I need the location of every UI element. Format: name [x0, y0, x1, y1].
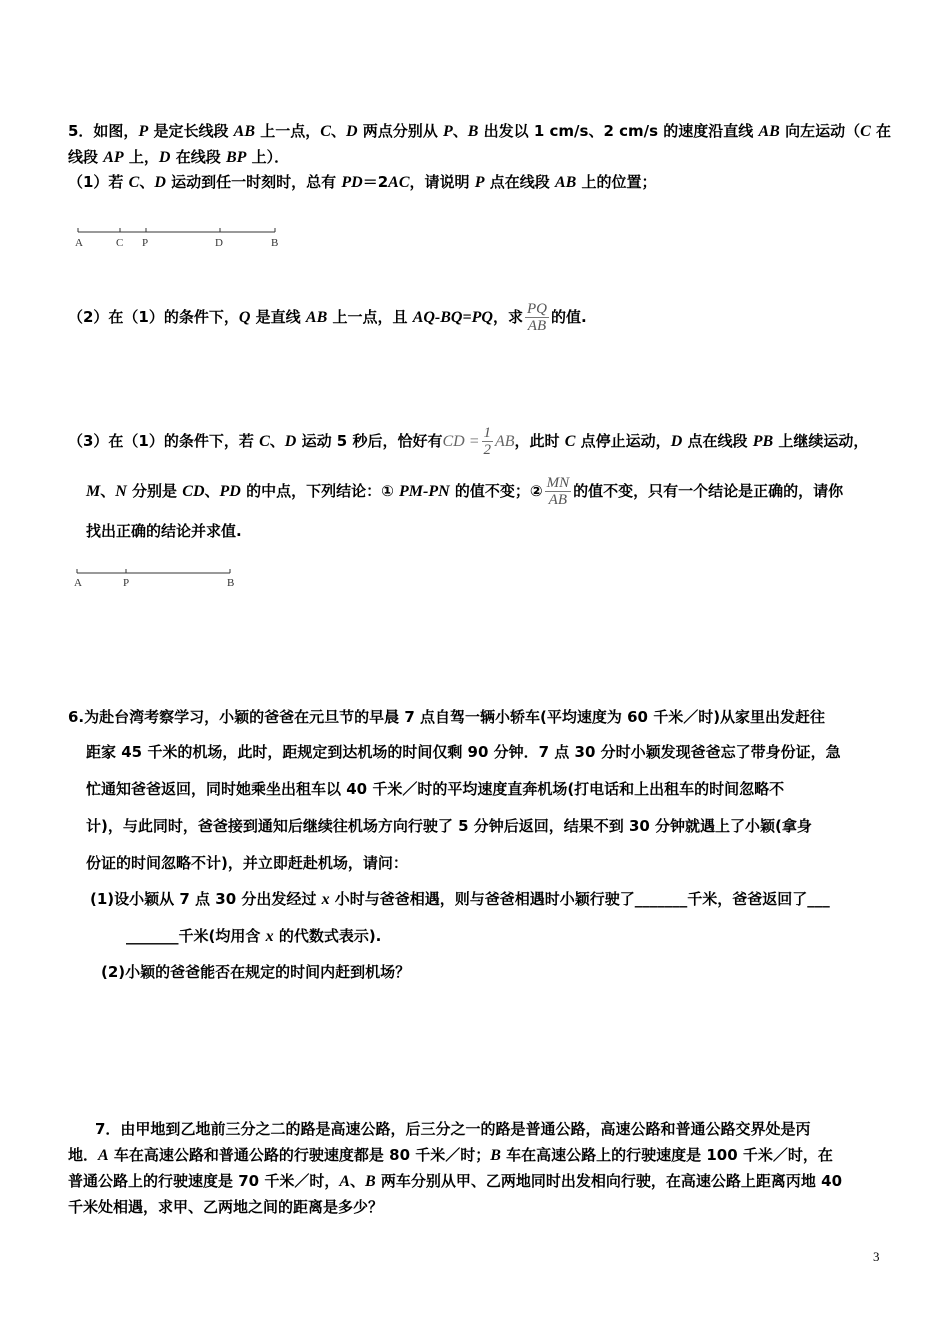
math-cd: CD = [442, 433, 480, 450]
text: 找出正确的结论并求值. [86, 522, 242, 540]
var-x: x [265, 928, 274, 945]
var-A: A [339, 1173, 350, 1190]
fraction-denominator: 2 [483, 442, 491, 458]
text: （2）在（1）的条件下， [68, 308, 239, 326]
text: 、 [100, 482, 116, 500]
text: _______千米(均用含 [126, 927, 266, 945]
var-C: C [259, 433, 270, 450]
text: 、 [452, 122, 468, 140]
var-x: x [321, 891, 330, 908]
var-M: M [86, 483, 101, 500]
text: ，此时 [514, 432, 565, 450]
var-B: B [490, 1147, 501, 1164]
q6-line-4: 计)，与此同时，爸爸接到通知后继续往机场方向行驶了 5 分钟后返回，结果不到 30 分钟就遇上了小颖(拿身 [86, 817, 812, 835]
fraction-numerator: PQ [526, 301, 547, 317]
text: 小时与爸爸相遇，则与爸爸相遇时小颖行驶了_______千米，爸爸返回了___ [329, 890, 830, 908]
text: 线段 [68, 148, 104, 166]
var-C: C [128, 174, 140, 191]
text: 的值不变，只有一个结论是正确的，请你 [573, 482, 844, 500]
text: ，求 [492, 308, 523, 326]
q5-intro-line-1 [68, 121, 891, 142]
text: 向左运动（ [779, 122, 861, 140]
seg2-label-P: P [123, 577, 130, 589]
seg1-label-B: B [271, 237, 279, 249]
text: ，请说明 [409, 173, 475, 191]
segment-figure-1 [78, 227, 278, 237]
q6-line-2: 距家 45 千米的机场，此时，距规定到达机场的时间仅剩 90 分钟．7 点 30 分时小颖发现爸爸忘了带身份证，急 [86, 743, 841, 761]
q6-part2: (2)小颖的爸爸能否在规定的时间内赶到机场？ [101, 963, 411, 981]
text: 上一点， [255, 122, 321, 140]
q5-part1 [68, 172, 657, 193]
seg1-label-C: C [116, 237, 124, 249]
q5-part2 [68, 296, 587, 339]
text: 车在高速公路和普通公路的行驶速度都是 80 千米／时； [108, 1146, 491, 1164]
q5-part3-line3 [86, 521, 242, 541]
var-D: D [154, 174, 166, 191]
text: 、 [350, 1172, 366, 1190]
text: 点在线段 [682, 432, 753, 450]
text: 的值不变；② [449, 482, 543, 500]
text: ＝2 [362, 173, 389, 191]
text: 的中点，下列结论：① [240, 482, 399, 500]
text: 上， [123, 148, 159, 166]
text: 5．如图， [68, 122, 139, 140]
q7-line-4: 千米处相遇，求甲、乙两地之间的距离是多少？ [68, 1198, 384, 1216]
q6-line-3: 忙通知爸爸返回，同时她乘坐出租车以 40 千米／时的平均速度直奔机场(打电话和上出租车的时间忽略不 [86, 780, 785, 798]
segment-figure-2 [77, 568, 237, 578]
text: 上的位置； [576, 173, 657, 191]
q6-line-5: 份证的时间忽略不计)，并立即赶赴机场，请问： [86, 854, 408, 872]
text: 上继续运动， [773, 432, 869, 450]
text: 分别是 [126, 482, 183, 500]
var-AB: AB [554, 174, 577, 191]
text: 的代数式表示). [273, 927, 382, 945]
q5-part3-line2 [86, 470, 843, 513]
text: 运动 5 秒后，恰好有 [296, 432, 443, 450]
var-AB: AB [758, 123, 780, 140]
text: 是直线 [250, 308, 306, 326]
text: 上）． [246, 148, 290, 166]
var-C: C [860, 123, 871, 140]
q7-line-3 [68, 1171, 842, 1192]
text: 、 [139, 173, 155, 191]
seg1-label-P: P [142, 237, 149, 249]
var-AB: AB [305, 309, 328, 326]
q7-line-1: 7．由甲地到乙地前三分之二的路是高速公路，后三分之一的路是普通公路，高速公路和普通公路交界处是丙 [95, 1120, 811, 1138]
var-AP: AP [103, 149, 124, 166]
seg1-label-D: D [215, 237, 223, 249]
var-P: P [442, 123, 453, 140]
fraction-numerator: MN [546, 475, 570, 491]
q5-part3-line1 [68, 420, 868, 463]
q5-intro-line-2 [68, 147, 289, 168]
var-PD: PD [219, 483, 241, 500]
text: 在线段 [170, 148, 226, 166]
math-ab: AB [495, 433, 515, 450]
var-N: N [115, 483, 127, 500]
var-D: D [345, 123, 358, 140]
seg2-label-B: B [227, 577, 235, 589]
var-D: D [284, 433, 297, 450]
page-number: 3 [873, 1249, 880, 1264]
var-D: D [158, 149, 171, 166]
q7-line-2 [68, 1145, 833, 1166]
text: 是定长线段 [148, 122, 234, 140]
var-AB: AB [233, 123, 256, 140]
fraction-denominator: AB [548, 492, 567, 508]
fraction-pq-ab [525, 301, 549, 334]
fraction-half [482, 425, 494, 458]
text: 地． [68, 1146, 99, 1164]
var-D: D [670, 433, 683, 450]
var-P: P [138, 123, 149, 140]
fraction-denominator: AB [527, 318, 547, 334]
text: 车在高速公路上的行驶速度是 100 千米／时，在 [500, 1146, 833, 1164]
text: 两点分别从 [357, 122, 443, 140]
var-AC: AC [388, 174, 410, 191]
var-Q: Q [238, 309, 251, 326]
var-P: P [474, 174, 485, 191]
text: 上一点，且 [327, 308, 413, 326]
text: 普通公路上的行驶速度是 70 千米／时， [68, 1172, 340, 1190]
text: 出发以 1 cm/s、2 cm/s 的速度沿直线 [478, 122, 759, 140]
var-CD: CD [182, 483, 205, 500]
var-PB: PB [752, 433, 774, 450]
text: 在 [870, 122, 891, 140]
var-A: A [98, 1147, 109, 1164]
var-C: C [564, 433, 576, 450]
text: 、 [204, 482, 220, 500]
text: 两车分别从甲、乙两地同时出发相向行驶，在高速公路上距离丙地 40 [375, 1172, 843, 1190]
text: 点在线段 [484, 173, 555, 191]
q6-line-1: 6.为赴台湾考察学习，小颖的爸爸在元旦节的早晨 7 点自驾一辆小轿车(平均速度为 60 千米／时)从家里出发赶往 [68, 708, 826, 726]
text: （1）若 [68, 173, 129, 191]
text: 点停止运动， [575, 432, 671, 450]
fraction-numerator: 1 [483, 425, 491, 441]
equation: AQ-BQ=PQ [412, 309, 493, 326]
q6-part1-line2 [126, 926, 381, 947]
text: （3）在（1）的条件下，若 [68, 432, 260, 450]
text: 的值. [550, 308, 587, 326]
var-PD: PD [341, 174, 363, 191]
var-B: B [467, 123, 479, 140]
text: 、 [330, 122, 346, 140]
seg2-label-A: A [74, 577, 82, 589]
var-C: C [320, 123, 331, 140]
seg1-label-A: A [75, 237, 83, 249]
expr-pm-pn: PM-PN [399, 483, 450, 500]
fraction-mn-ab [545, 475, 572, 508]
q6-part1-line1 [90, 889, 830, 910]
var-B: B [365, 1173, 376, 1190]
var-BP: BP [225, 149, 247, 166]
text: 运动到任一时刻时，总有 [165, 173, 342, 191]
text: 、 [269, 432, 285, 450]
text: (1)设小颖从 7 点 30 分出发经过 [90, 890, 322, 908]
